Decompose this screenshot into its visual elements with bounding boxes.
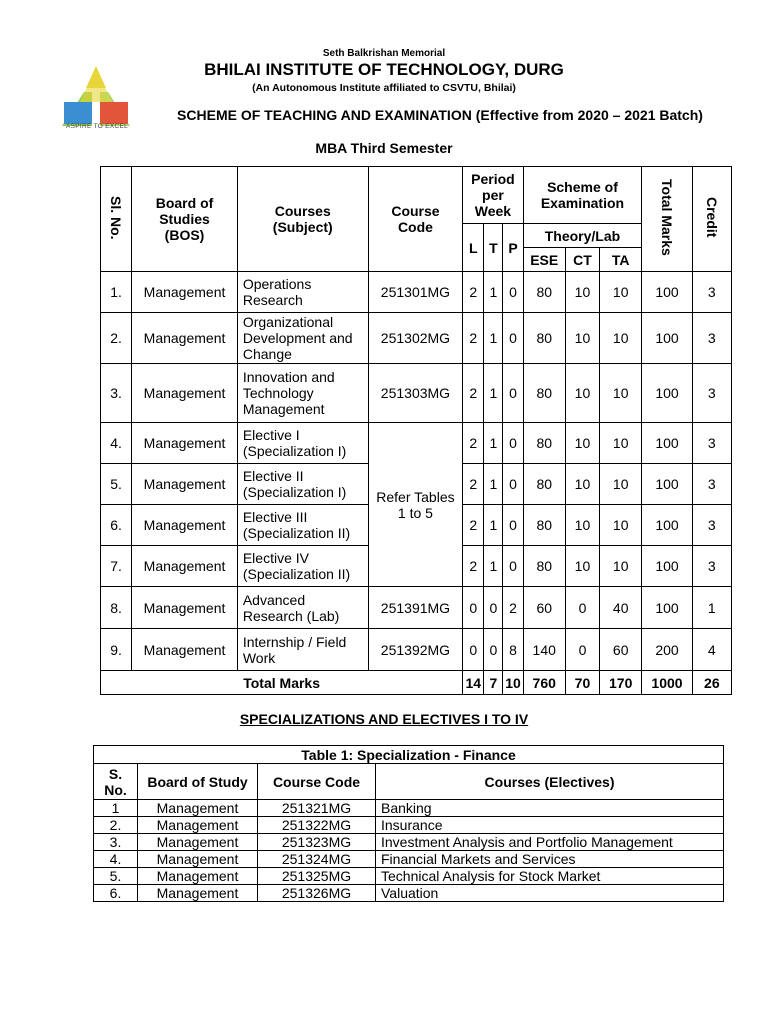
row-t: 0 <box>484 587 503 629</box>
row-t: 1 <box>484 272 503 313</box>
row-t: 1 <box>484 546 503 587</box>
finance-row <box>94 817 724 834</box>
institute-title: BHILAI INSTITUTE OF TECHNOLOGY, DURG <box>204 60 564 79</box>
memorial-title: Seth Balkrishan Memorial <box>322 48 446 59</box>
finance-row-code: 251321MG <box>258 800 376 817</box>
row-sl-no: 5. <box>101 464 132 505</box>
row-ct: 10 <box>565 423 599 464</box>
finance-row-bos: Management <box>138 851 258 868</box>
row-credit: 3 <box>692 313 731 364</box>
row-credit: 3 <box>692 423 731 464</box>
row-ct: 0 <box>565 587 599 629</box>
row-course: Elective I (Specialization I) <box>237 423 368 464</box>
header-period: Period per Week <box>463 167 523 224</box>
finance-row-sno: 1 <box>94 800 138 817</box>
row-sl-no: 7. <box>101 546 132 587</box>
row-ta: 10 <box>600 313 642 364</box>
row-p: 0 <box>503 464 523 505</box>
row-sl-no: 6. <box>101 505 132 546</box>
finance-header-course: Courses (Electives) <box>376 764 724 800</box>
row-sl-no: 1. <box>101 272 132 313</box>
header-scheme: Scheme of Examination <box>523 167 642 224</box>
scheme-row <box>101 364 732 423</box>
row-l: 2 <box>463 546 484 587</box>
row-credit: 3 <box>692 272 731 313</box>
row-ta: 40 <box>600 587 642 629</box>
row-total: 100 <box>642 546 692 587</box>
semester-title: MBA Third Semester <box>315 140 453 156</box>
totals-label: Total Marks <box>101 671 463 695</box>
row-p: 8 <box>503 629 523 671</box>
row-course-code: 251303MG <box>368 364 463 423</box>
row-t: 1 <box>484 464 503 505</box>
row-l: 2 <box>463 313 484 364</box>
row-sl-no: 2. <box>101 313 132 364</box>
header-courses: Courses (Subject) <box>237 167 368 272</box>
row-total: 100 <box>642 272 692 313</box>
row-course-code: 251392MG <box>368 629 463 671</box>
finance-row-course: Insurance <box>376 817 724 834</box>
row-ese: 80 <box>523 313 565 364</box>
row-bos: Management <box>132 364 238 423</box>
row-course-code: 251391MG <box>368 587 463 629</box>
row-l: 0 <box>463 629 484 671</box>
row-ct: 10 <box>565 272 599 313</box>
row-course-code: 251302MG <box>368 313 463 364</box>
row-sl-no: 4. <box>101 423 132 464</box>
row-ese: 140 <box>523 629 565 671</box>
row-p: 0 <box>503 364 523 423</box>
header-t: T <box>484 224 503 272</box>
header-theory-lab: Theory/Lab <box>523 224 642 248</box>
totals-p: 10 <box>503 671 523 695</box>
row-course: Operations Research <box>237 272 368 313</box>
row-l: 0 <box>463 587 484 629</box>
finance-row <box>94 868 724 885</box>
finance-row-course: Investment Analysis and Portfolio Management <box>376 834 724 851</box>
row-bos: Management <box>132 313 238 364</box>
row-course-code: 251301MG <box>368 272 463 313</box>
logo-motto: ASPIRE TO EXCEL <box>65 123 129 130</box>
logo-blue-block <box>64 102 92 124</box>
finance-row-bos: Management <box>138 868 258 885</box>
finance-row-bos: Management <box>138 800 258 817</box>
row-bos: Management <box>132 587 238 629</box>
totals-credit: 26 <box>692 671 731 695</box>
finance-header-bos: Board of Study <box>138 764 258 800</box>
totals-row <box>101 671 732 695</box>
row-p: 2 <box>503 587 523 629</box>
affiliation-text: (An Autonomous Institute affiliated to CSVTU, Bhilai) <box>252 82 516 94</box>
scheme-row <box>101 587 732 629</box>
row-p: 0 <box>503 313 523 364</box>
row-ese: 80 <box>523 546 565 587</box>
row-ct: 10 <box>565 546 599 587</box>
row-sl-no: 3. <box>101 364 132 423</box>
scheme-row <box>101 272 732 313</box>
row-bos: Management <box>132 423 238 464</box>
row-total: 100 <box>642 464 692 505</box>
row-bos: Management <box>132 546 238 587</box>
finance-row-course: Technical Analysis for Stock Market <box>376 868 724 885</box>
scheme-row <box>101 313 732 364</box>
row-course: Elective IV (Specialization II) <box>237 546 368 587</box>
row-ta: 10 <box>600 272 642 313</box>
row-total: 200 <box>642 629 692 671</box>
finance-row-sno: 6. <box>94 885 138 902</box>
totals-ta: 170 <box>600 671 642 695</box>
row-p: 0 <box>503 272 523 313</box>
row-total: 100 <box>642 313 692 364</box>
header-ta: TA <box>600 248 642 272</box>
row-p: 0 <box>503 423 523 464</box>
row-course: Advanced Research (Lab) <box>237 587 368 629</box>
row-total: 100 <box>642 423 692 464</box>
finance-row-course: Valuation <box>376 885 724 902</box>
row-l: 2 <box>463 423 484 464</box>
row-ct: 0 <box>565 629 599 671</box>
header-credit: Credit <box>692 167 731 272</box>
finance-row-bos: Management <box>138 817 258 834</box>
scheme-title: SCHEME OF TEACHING AND EXAMINATION (Effective from 2020 – 2021 Batch) <box>177 107 703 123</box>
row-credit: 3 <box>692 464 731 505</box>
finance-table-caption: Table 1: Specialization - Finance <box>94 746 724 764</box>
header-total-marks: Total Marks <box>642 167 692 272</box>
finance-row <box>94 885 724 902</box>
row-total: 100 <box>642 587 692 629</box>
row-credit: 3 <box>692 364 731 423</box>
totals-t: 7 <box>484 671 503 695</box>
row-ct: 10 <box>565 313 599 364</box>
finance-row-sno: 4. <box>94 851 138 868</box>
row-sl-no: 8. <box>101 587 132 629</box>
row-t: 1 <box>484 313 503 364</box>
row-sl-no: 9. <box>101 629 132 671</box>
logo-red-block <box>100 102 128 124</box>
row-l: 2 <box>463 505 484 546</box>
row-ta: 10 <box>600 364 642 423</box>
row-ese: 80 <box>523 464 565 505</box>
row-ct: 10 <box>565 464 599 505</box>
row-credit: 3 <box>692 505 731 546</box>
finance-row-code: 251326MG <box>258 885 376 902</box>
row-credit: 1 <box>692 587 731 629</box>
finance-row-sno: 3. <box>94 834 138 851</box>
row-l: 2 <box>463 364 484 423</box>
row-ta: 60 <box>600 629 642 671</box>
header-p: P <box>503 224 523 272</box>
scheme-table <box>100 166 732 695</box>
header-bos: Board of Studies (BOS) <box>132 167 238 272</box>
row-ese: 80 <box>523 423 565 464</box>
finance-row-bos: Management <box>138 885 258 902</box>
row-total: 100 <box>642 505 692 546</box>
row-p: 0 <box>503 505 523 546</box>
row-ese: 80 <box>523 272 565 313</box>
finance-row <box>94 834 724 851</box>
row-course: Elective III (Specialization II) <box>237 505 368 546</box>
row-ta: 10 <box>600 423 642 464</box>
row-course: Elective II (Specialization I) <box>237 464 368 505</box>
row-bos: Management <box>132 505 238 546</box>
finance-row-code: 251325MG <box>258 868 376 885</box>
finance-row-code: 251324MG <box>258 851 376 868</box>
finance-header-code: Course Code <box>258 764 376 800</box>
row-total: 100 <box>642 364 692 423</box>
row-ta: 10 <box>600 464 642 505</box>
finance-row-sno: 2. <box>94 817 138 834</box>
header-ct: CT <box>565 248 599 272</box>
row-t: 1 <box>484 364 503 423</box>
finance-row <box>94 800 724 817</box>
finance-row-course: Financial Markets and Services <box>376 851 724 868</box>
specializations-title: SPECIALIZATIONS AND ELECTIVES I TO IV <box>239 711 529 727</box>
row-p: 0 <box>503 546 523 587</box>
finance-row-code: 251323MG <box>258 834 376 851</box>
totals-total: 1000 <box>642 671 692 695</box>
row-t: 1 <box>484 423 503 464</box>
row-credit: 3 <box>692 546 731 587</box>
row-bos: Management <box>132 629 238 671</box>
header-ese: ESE <box>523 248 565 272</box>
row-ese: 60 <box>523 587 565 629</box>
row-ese: 80 <box>523 505 565 546</box>
row-ta: 10 <box>600 546 642 587</box>
row-bos: Management <box>132 272 238 313</box>
refer-tables-note: Refer Tables 1 to 5 <box>368 423 463 587</box>
finance-row <box>94 851 724 868</box>
scheme-row <box>101 423 732 464</box>
row-credit: 4 <box>692 629 731 671</box>
row-ct: 10 <box>565 364 599 423</box>
finance-header-sno: S. No. <box>94 764 138 800</box>
header-course-code: Course Code <box>368 167 463 272</box>
finance-table <box>93 745 724 902</box>
header-sl-no: Sl. No. <box>101 167 132 272</box>
row-l: 2 <box>463 272 484 313</box>
scheme-row <box>101 629 732 671</box>
row-ta: 10 <box>600 505 642 546</box>
row-l: 2 <box>463 464 484 505</box>
row-ct: 10 <box>565 505 599 546</box>
header-l: L <box>463 224 484 272</box>
totals-ct: 70 <box>565 671 599 695</box>
row-course: Organizational Development and Change <box>237 313 368 364</box>
finance-row-bos: Management <box>138 834 258 851</box>
row-course: Internship / Field Work <box>237 629 368 671</box>
finance-row-code: 251322MG <box>258 817 376 834</box>
totals-ese: 760 <box>523 671 565 695</box>
row-ese: 80 <box>523 364 565 423</box>
finance-row-course: Banking <box>376 800 724 817</box>
finance-row-sno: 5. <box>94 868 138 885</box>
row-course: Innovation and Technology Management <box>237 364 368 423</box>
row-t: 1 <box>484 505 503 546</box>
totals-l: 14 <box>463 671 484 695</box>
row-bos: Management <box>132 464 238 505</box>
row-t: 0 <box>484 629 503 671</box>
